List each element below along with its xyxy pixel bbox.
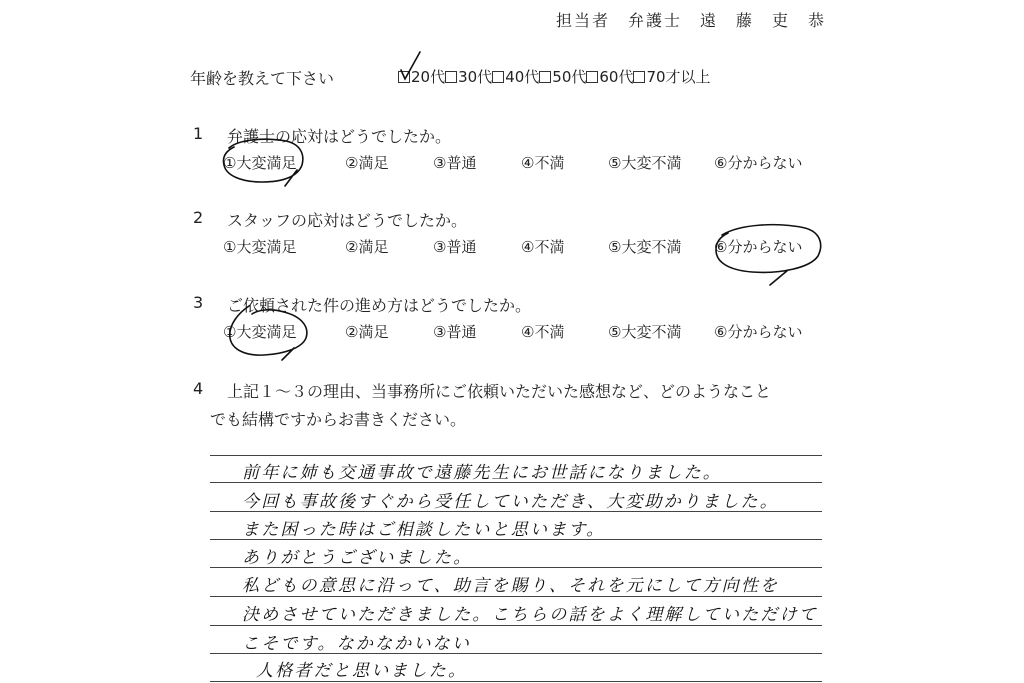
question-4-text-line2: でも結構ですからお書きください。 (210, 410, 467, 429)
q1-option-2[interactable]: ②満足 (345, 154, 389, 172)
answer-rule (210, 596, 822, 597)
age-question-label: 年齢を教えて下さい (190, 69, 335, 88)
q3-option-1[interactable]: ①大変満足 (223, 323, 297, 341)
q1-option-5[interactable]: ⑤大変不満 (608, 154, 682, 172)
age-option-40[interactable] (492, 67, 539, 86)
handwritten-answer-line: また困った時はご相談したいと思います。 (242, 520, 606, 540)
q1-option-6[interactable]: ⑥分からない (714, 154, 803, 172)
age-option-30[interactable] (445, 67, 492, 86)
q3-option-3[interactable]: ③普通 (433, 323, 477, 341)
handwritten-answer-line: 前年に姉も交通事故で遠藤先生にお世話になりました。 (242, 463, 722, 483)
q3-option-5[interactable]: ⑤大変不満 (608, 323, 682, 341)
question-2-number: 2 (193, 208, 204, 227)
question-1-text: 弁護士の応対はどうでしたか。 (227, 127, 452, 146)
age-option-50[interactable] (539, 67, 586, 86)
q2-option-4[interactable]: ④不満 (521, 238, 565, 256)
age-option-label: 60代 (599, 68, 634, 86)
staff-name-line: 担当者 弁護士 遠 藤 吏 恭 (556, 11, 827, 30)
q1-option-3[interactable]: ③普通 (433, 154, 477, 172)
q3-option-2[interactable]: ②満足 (345, 323, 389, 341)
q2-option-2[interactable]: ②満足 (345, 238, 389, 256)
age-checkbox-60[interactable] (586, 71, 598, 83)
handwritten-answer-line: こそです。なかなかいない (242, 634, 472, 654)
q2-option-1[interactable]: ①大変満足 (223, 238, 297, 256)
handwritten-answer-line: 私どもの意思に沿って、助言を賜り、それを元にして方向性を (242, 576, 780, 596)
age-option-label: 50代 (552, 68, 587, 86)
handwritten-answer-line: 人格者だと思いました。 (256, 661, 468, 681)
q1-option-4[interactable]: ④不満 (521, 154, 565, 172)
age-checkbox-20[interactable] (398, 71, 410, 83)
q2-option-5[interactable]: ⑤大変不満 (608, 238, 682, 256)
q3-option-6[interactable]: ⑥分からない (714, 323, 803, 341)
age-options (398, 66, 711, 87)
question-3-text: ご依頼された件の進め方はどうでしたか。 (227, 296, 532, 315)
age-checkbox-40[interactable] (492, 71, 504, 83)
age-option-60[interactable] (586, 67, 633, 86)
age-option-label: 40代 (505, 68, 540, 86)
answer-rule (210, 681, 822, 682)
age-option-70[interactable] (633, 67, 710, 86)
question-3-number: 3 (193, 293, 204, 312)
q2-option-6[interactable]: ⑥分からない (714, 238, 803, 256)
age-option-label: 30代 (458, 68, 493, 86)
handwritten-answer-line: 今回も事故後すぐから受任していただき、大変助かりました。 (242, 492, 779, 512)
age-checkbox-50[interactable] (539, 71, 551, 83)
question-1-number: 1 (193, 124, 204, 143)
question-4-number: 4 (193, 379, 204, 398)
q2-option-3[interactable]: ③普通 (433, 238, 477, 256)
answer-rule (210, 455, 822, 456)
age-checkbox-70[interactable] (633, 71, 645, 83)
age-option-label: 20代 (411, 68, 446, 86)
q3-option-4[interactable]: ④不満 (521, 323, 565, 341)
q1-option-1[interactable]: ①大変満足 (223, 154, 297, 172)
answer-rule (210, 625, 822, 626)
handwritten-answer-line: ありがとうございました。 (242, 548, 473, 568)
age-option-label: 70才以上 (646, 68, 711, 86)
question-2-text: スタッフの応対はどうでしたか。 (227, 211, 468, 230)
age-option-20[interactable] (398, 67, 445, 86)
question-4-text-line1: 上記１～３の理由、当事務所にご依頼いただいた感想など、どのようなこと (227, 382, 772, 401)
age-checkbox-30[interactable] (445, 71, 457, 83)
handwritten-answer-line: 決めさせていただきました。こちらの話をよく理解していただけて (242, 605, 818, 625)
